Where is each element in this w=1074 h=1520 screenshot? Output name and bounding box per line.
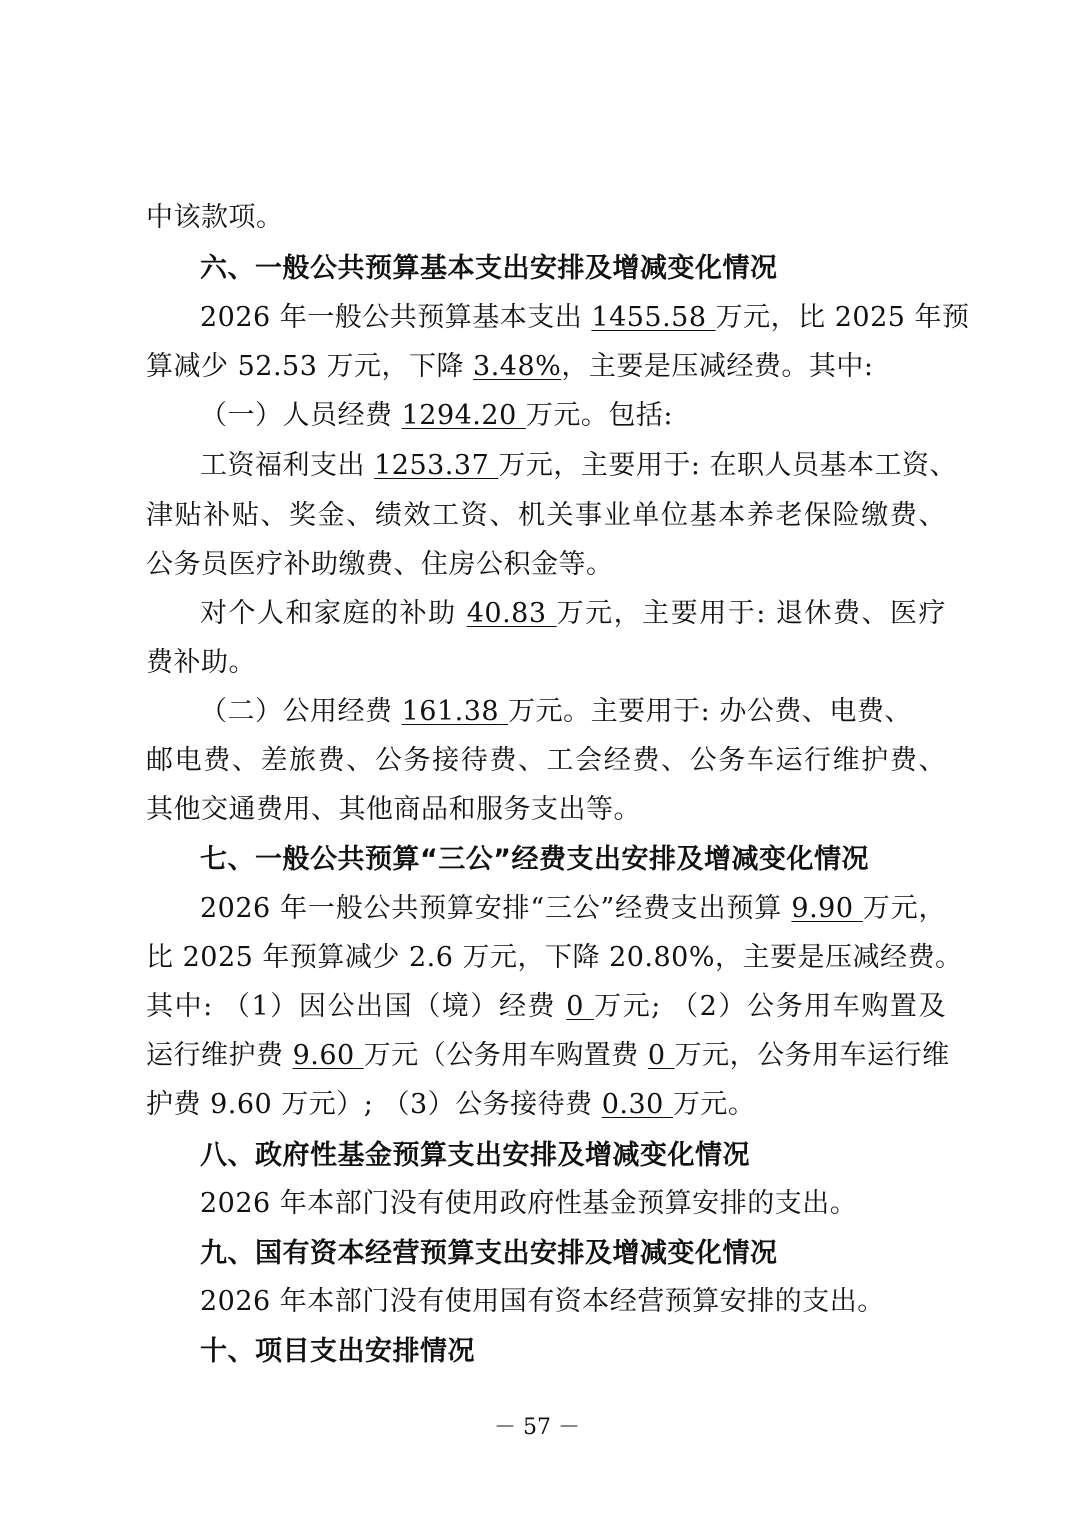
amount-personnel: 1294.20 [401, 400, 526, 431]
paragraph-line: 公务员医疗补助缴费、住房公积金等。 [146, 549, 614, 580]
section-heading-8: 八、政府性基金预算支出安排及增减变化情况 [200, 1140, 750, 1171]
paragraph-line: 2026 年一般公共预算安排“三公”经费支出预算 9.90 万元， [200, 893, 947, 924]
paragraph-line: 其他交通费用、其他商品和服务支出等。 [146, 794, 641, 825]
amount-reception: 0.30 [601, 1089, 673, 1120]
decrease-percent: 3.48% [473, 351, 562, 382]
section-heading-6: 六、一般公共预算基本支出安排及增减变化情况 [200, 253, 778, 284]
paragraph-line: 2026 年本部门没有使用政府性基金预算安排的支出。 [200, 1188, 858, 1219]
paragraph-line: 费补助。 [146, 647, 256, 678]
section-heading-9: 九、国有资本经营预算支出安排及增减变化情况 [200, 1238, 778, 1269]
section-heading-10: 十、项目支出安排情况 [200, 1336, 475, 1367]
subsection-public-funds: （二）公用经费 161.38 万元。主要用于: 办公费、电费、 [200, 696, 912, 727]
paragraph-line: 中该款项。 [146, 202, 284, 233]
paragraph-line: 算减少 52.53 万元，下降 3.48%，主要是压减经费。其中: [146, 351, 874, 382]
paragraph-line: 2026 年一般公共预算基本支出 1455.58 万元，比 2025 年预 [200, 302, 970, 333]
amount-vehicle: 9.60 [292, 1040, 364, 1071]
paragraph-line: 津贴补贴、奖金、绩效工资、机关事业单位基本养老保险缴费、 [146, 500, 946, 531]
paragraph-line: 工资福利支出 1253.37 万元，主要用于: 在职人员基本工资、 [200, 450, 958, 481]
amount-basic-expenditure: 1455.58 [591, 302, 716, 333]
paragraph-line: 邮电费、差旅费、公务接待费、工会经费、公务车运行维护费、 [146, 745, 946, 776]
paragraph-line: 运行维护费 9.60 万元（公务用车购置费 0 万元，公务用车运行维 [146, 1040, 950, 1071]
paragraph-line: 2026 年本部门没有使用国有资本经营预算安排的支出。 [200, 1286, 885, 1317]
amount-three-public: 9.90 [791, 893, 863, 924]
paragraph-line: 其中: （1）因公出国（境）经费 0 万元; （2）公务用车购置及 [146, 991, 946, 1022]
page-number: － 57 － [494, 1415, 580, 1440]
paragraph-line: 护费 9.60 万元）; （3）公务接待费 0.30 万元。 [146, 1089, 756, 1120]
paragraph-line: 比 2025 年预算减少 2.6 万元，下降 20.80%，主要是压减经费。 [146, 942, 963, 973]
amount-vehicle-purchase: 0 [647, 1040, 675, 1071]
paragraph-line: 对个人和家庭的补助 40.83 万元，主要用于: 退休费、医疗 [200, 598, 946, 629]
amount-wages: 1253.37 [374, 450, 499, 481]
amount-public-funds: 161.38 [401, 696, 509, 727]
section-heading-7: 七、一般公共预算“三公”经费支出安排及增减变化情况 [200, 844, 869, 875]
amount-family-subsidy: 40.83 [466, 598, 557, 629]
subsection-personnel: （一）人员经费 1294.20 万元。包括: [200, 400, 673, 431]
amount-overseas: 0 [566, 991, 595, 1022]
